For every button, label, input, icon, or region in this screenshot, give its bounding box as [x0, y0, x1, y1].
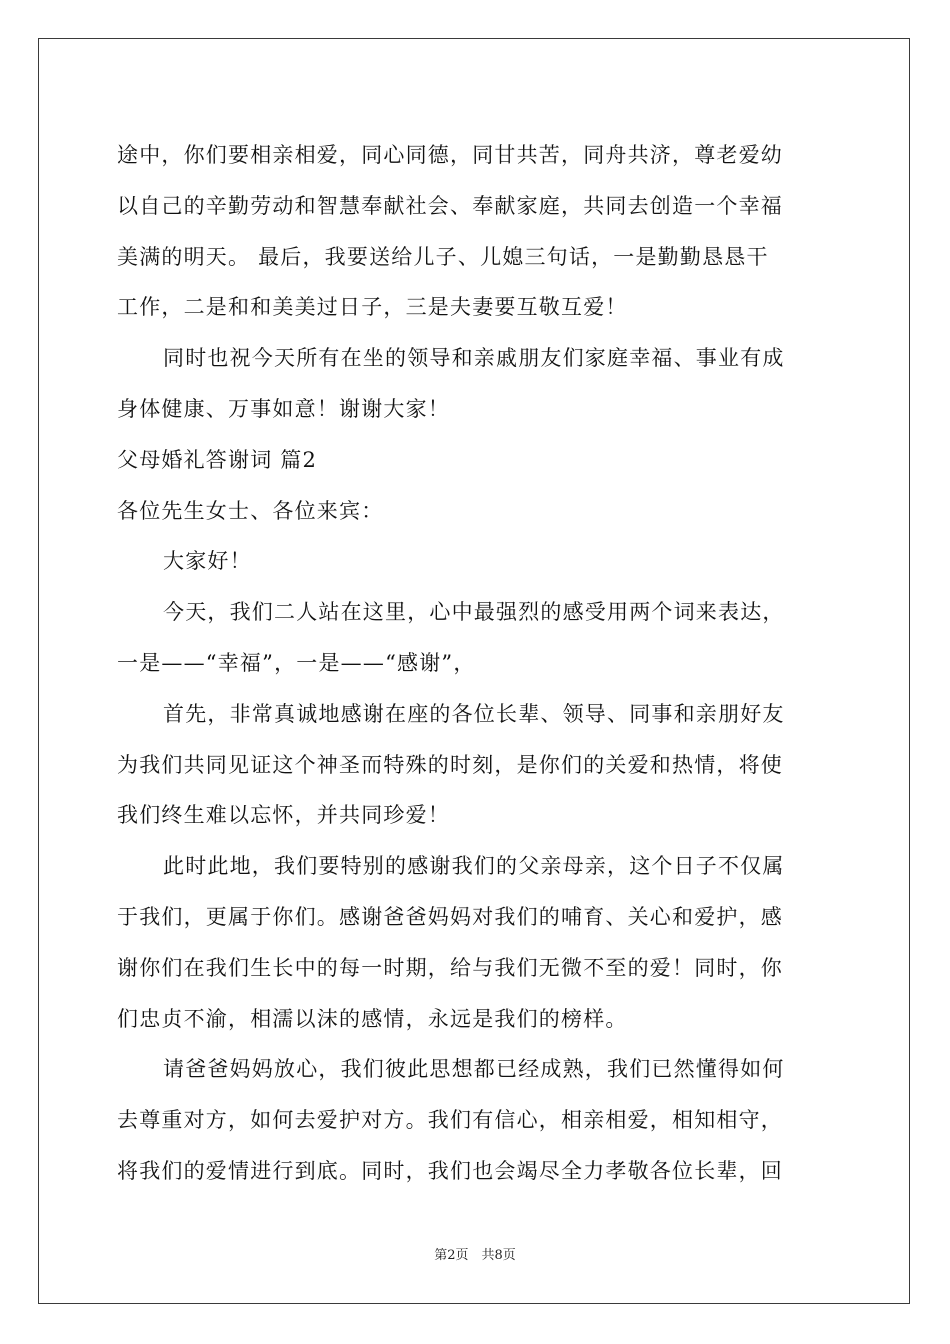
text-line: 于我们，更属于你们。感谢爸爸妈妈对我们的哺育、关心和爱护，感 [117, 904, 783, 929]
paragraph-first-line: 此时此地，我们要特别的感谢我们的父亲母亲，这个日子不仅属 [163, 854, 785, 879]
paragraph-first-line: 大家好！ [163, 549, 252, 574]
text-line: 将我们的爱情进行到底。同时，我们也会竭尽全力孝敬各位长辈，回 [117, 1158, 783, 1183]
paragraph-first-line: 请爸爸妈妈放心，我们彼此思想都已经成熟，我们已然懂得如何 [163, 1057, 785, 1082]
page-footer: 第2页 共8页 [434, 1248, 516, 1263]
text-line: 工作，二是和和美美过日子，三是夫妻要互敬互爱！ [117, 295, 628, 320]
text-line: 去尊重对方，如何去爱护对方。我们有信心，相亲相爱，相知相守， [117, 1108, 783, 1133]
text-line: 各位先生女士、各位来宾： [117, 498, 384, 523]
text-line: 身体健康、万事如意！谢谢大家！ [117, 396, 450, 421]
paragraph-first-line: 今天，我们二人站在这里，心中最强烈的感受用两个词来表达， [163, 600, 785, 625]
text-line: 们忠贞不渝，相濡以沫的感情，永远是我们的榜样。 [117, 1006, 628, 1031]
document-body [117, 130, 837, 1197]
text-line: 谢你们在我们生长中的每一时期，给与我们无微不至的爱！同时，你 [117, 955, 783, 980]
text-line: 美满的明天。 最后，我要送给儿子、儿媳三句话，一是勤勤恳恳干 [117, 244, 769, 269]
text-line: 父母婚礼答谢词 篇2 [117, 447, 318, 472]
text-line: 一是——“幸福”，一是——“感谢”， [117, 650, 476, 675]
paragraph-first-line: 同时也祝今天所有在坐的领导和亲戚朋友们家庭幸福、事业有成 [163, 346, 785, 371]
text-line: 途中，你们要相亲相爱，同心同德，同甘共苦，同舟共济，尊老爱幼 [117, 143, 783, 167]
text-line: 我们终生难以忘怀，并共同珍爱！ [117, 803, 450, 828]
text-line: 以自己的辛勤劳动和智慧奉献社会、奉献家庭，共同去创造一个幸福 [117, 193, 783, 218]
text-line: 为我们共同见证这个神圣而特殊的时刻，是你们的关爱和热情，将使 [117, 752, 783, 777]
paragraph-first-line: 首先，非常真诚地感谢在座的各位长辈、领导、同事和亲朋好友 [163, 701, 785, 726]
